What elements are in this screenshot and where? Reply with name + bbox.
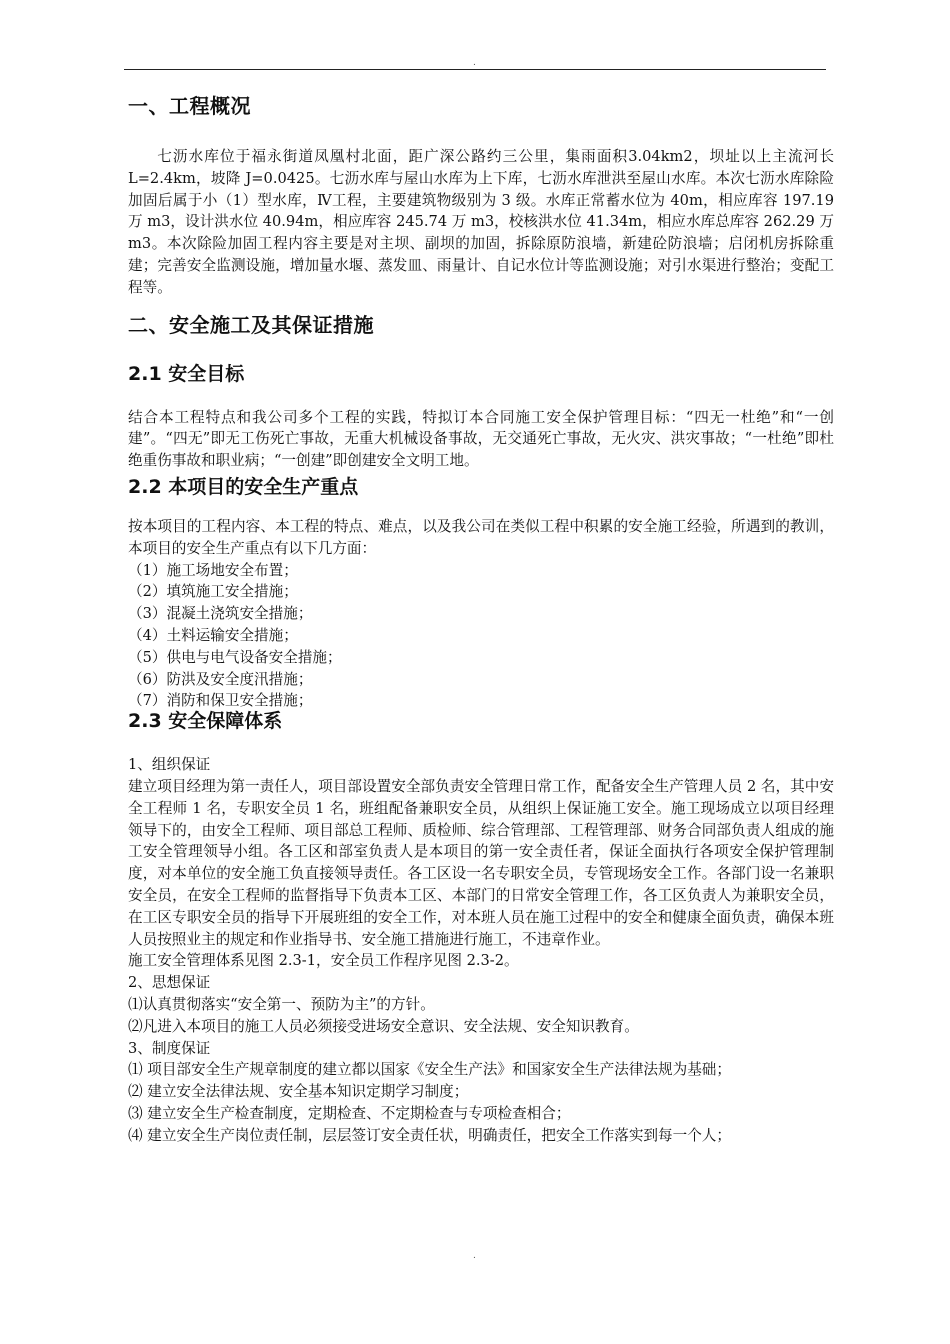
list-item: （3）混凝土浇筑安全措施； [128,605,313,623]
footer-mark: . [473,1251,476,1261]
thought-guarantee-list [128,994,834,1038]
list-item: ⑶ 建立安全生产检查制度，定期检查、不定期检查与专项检查相合； [128,1104,571,1122]
list-item: （2）填筑施工安全措施； [128,583,298,601]
thought-guarantee-title: 2、思想保证 [128,974,211,992]
list-item: （6）防洪及安全度汛措施； [128,670,313,688]
list-item: （4）土料运输安全措施； [128,626,298,644]
list-item: ⑵凡进入本项目的施工人员必须接受进场安全意识、安全法规、安全知识教育。 [128,1017,639,1035]
list-item: （7）消防和保卫安全措施； [128,692,313,710]
org-guarantee-title: 1、组织保证 [128,756,211,774]
list-item: （5）供电与电气设备安全措施； [128,648,342,666]
org-figure-reference: 施工安全管理体系见图 2.3-1，安全员工作程序见图 2.3-2。 [128,952,519,970]
list-item: （1）施工场地安全布置； [128,561,298,579]
section-1-heading: 一、工程概况 [128,94,251,118]
list-item: ⑴ 项目部安全生产规章制度的建立都以国家《安全生产法》和国家安全生产法律法规为基础； [128,1061,731,1079]
list-item: ⑷ 建立安全生产岗位责任制，层层签订安全责任状，明确责任，把安全工作落实到每一个人； [128,1126,731,1144]
system-guarantee-list [128,1059,834,1146]
section-2-1-heading: 2.1 安全目标 [128,362,245,385]
document-body [128,92,834,1146]
header-mark: . [473,58,476,68]
section-2-3-heading: 2.3 安全保障体系 [128,710,283,733]
section-2-2-intro: 按本项目的工程内容、本工程的特点、难点，以及我公司在类似工程中积累的安全施工经验，所遇到的教训，本项目的安全生产重点有以下几方面： [128,517,834,557]
section-2-heading: 二、安全施工及其保证措施 [128,312,374,337]
safety-focus-list [128,560,834,713]
list-item: ⑴认真贯彻落实“安全第一、预防为主”的方针。 [128,995,435,1013]
system-guarantee-title: 3、制度保证 [128,1039,211,1057]
list-item: ⑵ 建立安全法律法规、安全基本知识定期学习制度； [128,1083,469,1101]
section-1-paragraph: 七沥水库位于福永街道凤凰村北面，距广深公路约三公里，集雨面积3.04km2，坝址以上主流河长 L=2.4km，坡降 J=0.0425。七沥水库与屋山水库为上下库，七沥水库泄洪至屋山水库。本次七沥水库除险加固后属于小（1）型水库，Ⅳ工程，主要建筑物级别为 3 级。水库正常蓄水位为 40m，相应库容 197.19 万 m3，设计洪水位 40.94m，相应库容 245.74 万 m3，校核洪水位 41.34m，相应水库总库容 262.29 万 m3。本次除险加固工程内容主要是对主坝、副坝的加固，拆除原防浪墙，新建砼防浪墙；启闭机房拆除重建；完善安全监测设施，增加量水堰、蒸发皿、雨量计、自记水位计等监测设施；对引水渠进行整治；变配工程等。 [128,148,834,296]
header-rule [124,69,826,70]
section-2-2-heading: 2.2 本项目的安全生产重点 [128,475,359,498]
section-2-1-paragraph: 结合本工程特点和我公司多个工程的实践，特拟订本合同施工安全保护管理目标：“四无一杜绝”和“一创建”。“四无”即无工伤死亡事故，无重大机械设备事故，无交通死亡事故，无火灾、洪灾事故；“一杜绝”即杜绝重伤事故和职业病；“一创建”即创建安全文明工地。 [128,408,834,470]
org-guarantee-paragraph: 建立项目经理为第一责任人，项目部设置安全部负责安全管理日常工作，配备安全生产管理人员 2 名，其中安全工程师 1 名，专职安全员 1 名，班组配备兼职安全员，从组织上保证施工安全。施工现场成立以项目经理领导下的，由安全工程师、项目部总工程师、质检师、综合管理部、工程管理部、财务合同部负责人组成的施工安全管理领导小组。各工区和部室负责人是本项目的第一安全责任者，保证全面执行各项安全保护管理制度，对本单位的安全施工负直接领导责任。各工区设一名专职安全员，专管现场安全工作。各部门设一名兼职安全员，在安全工程师的监督指导下负责本工区、本部门的日常安全管理工作，各工区负责人为兼职安全员，在工区专职安全员的指导下开展班组的安全工作，对本班人员在施工过程中的安全和健康全面负责，确保本班人员按照业主的规定和作业指导书、安全施工措施进行施工，不违章作业。 [128,777,834,948]
